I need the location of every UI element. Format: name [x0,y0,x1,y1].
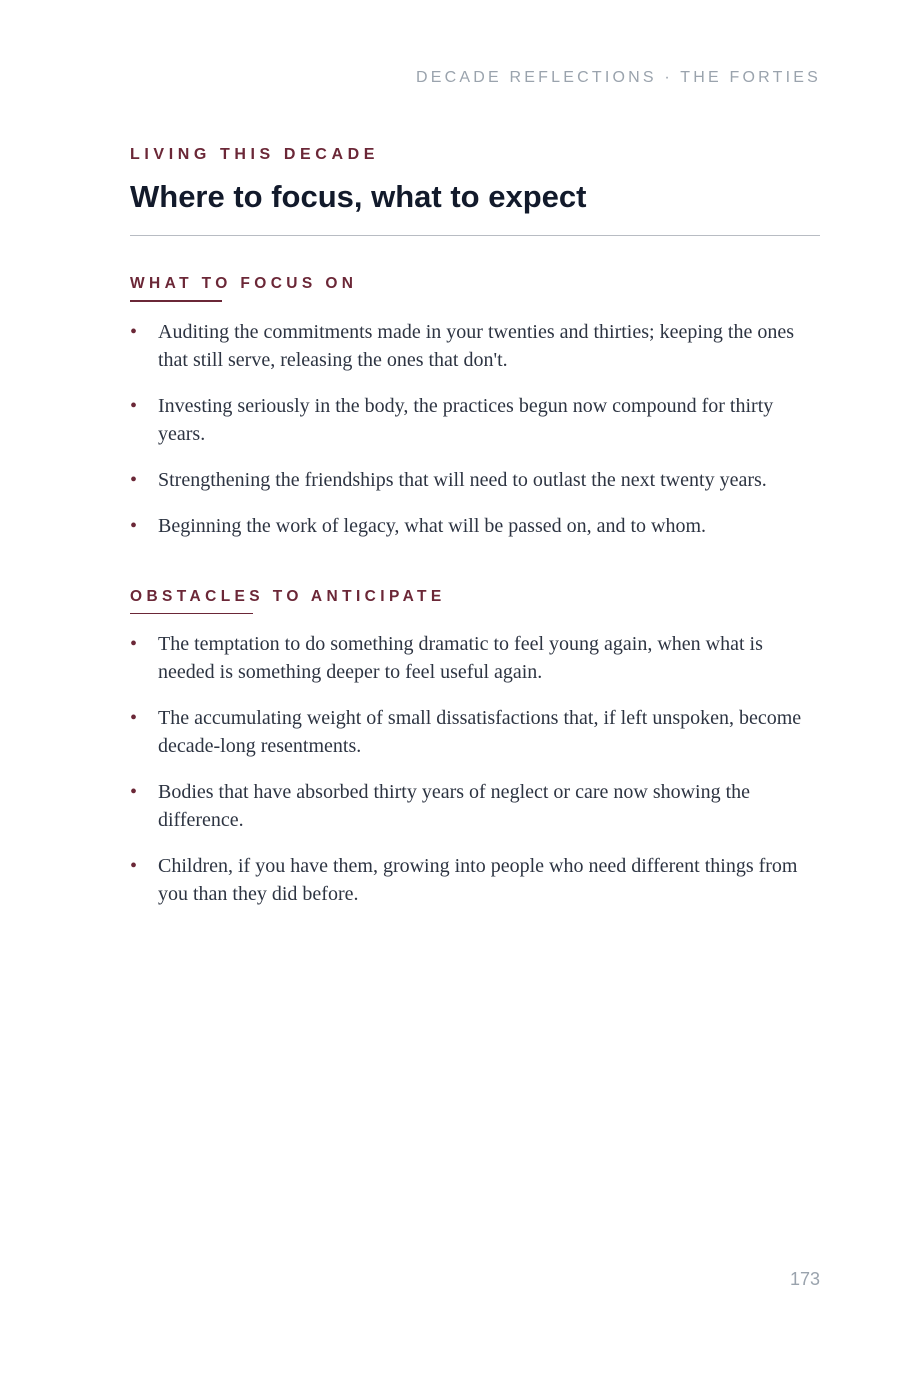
focus-heading-underline [130,300,222,302]
bullet-icon: • [130,469,138,491]
list-item [130,392,820,448]
list-item-text: Children, if you have them, growing into people who need different things from you than they did before. [158,855,798,905]
list-item-text: The accumulating weight of small dissatisfactions that, if left unspoken, become decade-long resentments. [158,707,802,757]
page-content [130,145,820,926]
list-item-text: Beginning the work of legacy, what will be passed on, and to whom. [158,515,707,537]
bullet-icon: • [130,515,138,537]
list-item-text: Auditing the commitments made in your twenties and thirties; keeping the ones that still serve, releasing the ones that don't. [158,321,794,371]
list-item-text: The temptation to do something dramatic to feel young again, when what is needed is something deeper to feel useful again. [158,633,763,683]
list-item [130,630,820,686]
list-item [130,852,820,908]
focus-list [130,318,820,540]
running-header: DECADE REFLECTIONS · THE FORTIES [416,69,821,86]
bullet-icon: • [130,321,138,343]
obstacles-section [130,587,820,908]
bullet-icon: • [130,855,138,877]
focus-heading: WHAT TO FOCUS ON [130,275,358,292]
focus-section [130,274,820,540]
list-item [130,778,820,834]
section-eyebrow: LIVING THIS DECADE [130,146,380,163]
obstacles-list [130,630,820,908]
list-item [130,512,820,540]
bullet-icon: • [130,395,138,417]
bullet-icon: • [130,633,138,655]
title-divider [130,235,820,236]
list-item [130,318,820,374]
obstacles-heading-underline [130,613,253,614]
list-item-text: Bodies that have absorbed thirty years of neglect or care now showing the difference. [158,781,751,831]
list-item-text: Strengthening the friendships that will need to outlast the next twenty years. [158,469,767,491]
list-item-text: Investing seriously in the body, the practices begun now compound for thirty years. [158,395,774,445]
page-number: 173 [789,1269,820,1289]
page-title: Where to focus, what to expect [130,179,587,214]
list-item [130,466,820,494]
obstacles-heading: OBSTACLES TO ANTICIPATE [130,588,446,605]
bullet-icon: • [130,707,138,729]
list-item [130,704,820,760]
bullet-icon: • [130,781,138,803]
